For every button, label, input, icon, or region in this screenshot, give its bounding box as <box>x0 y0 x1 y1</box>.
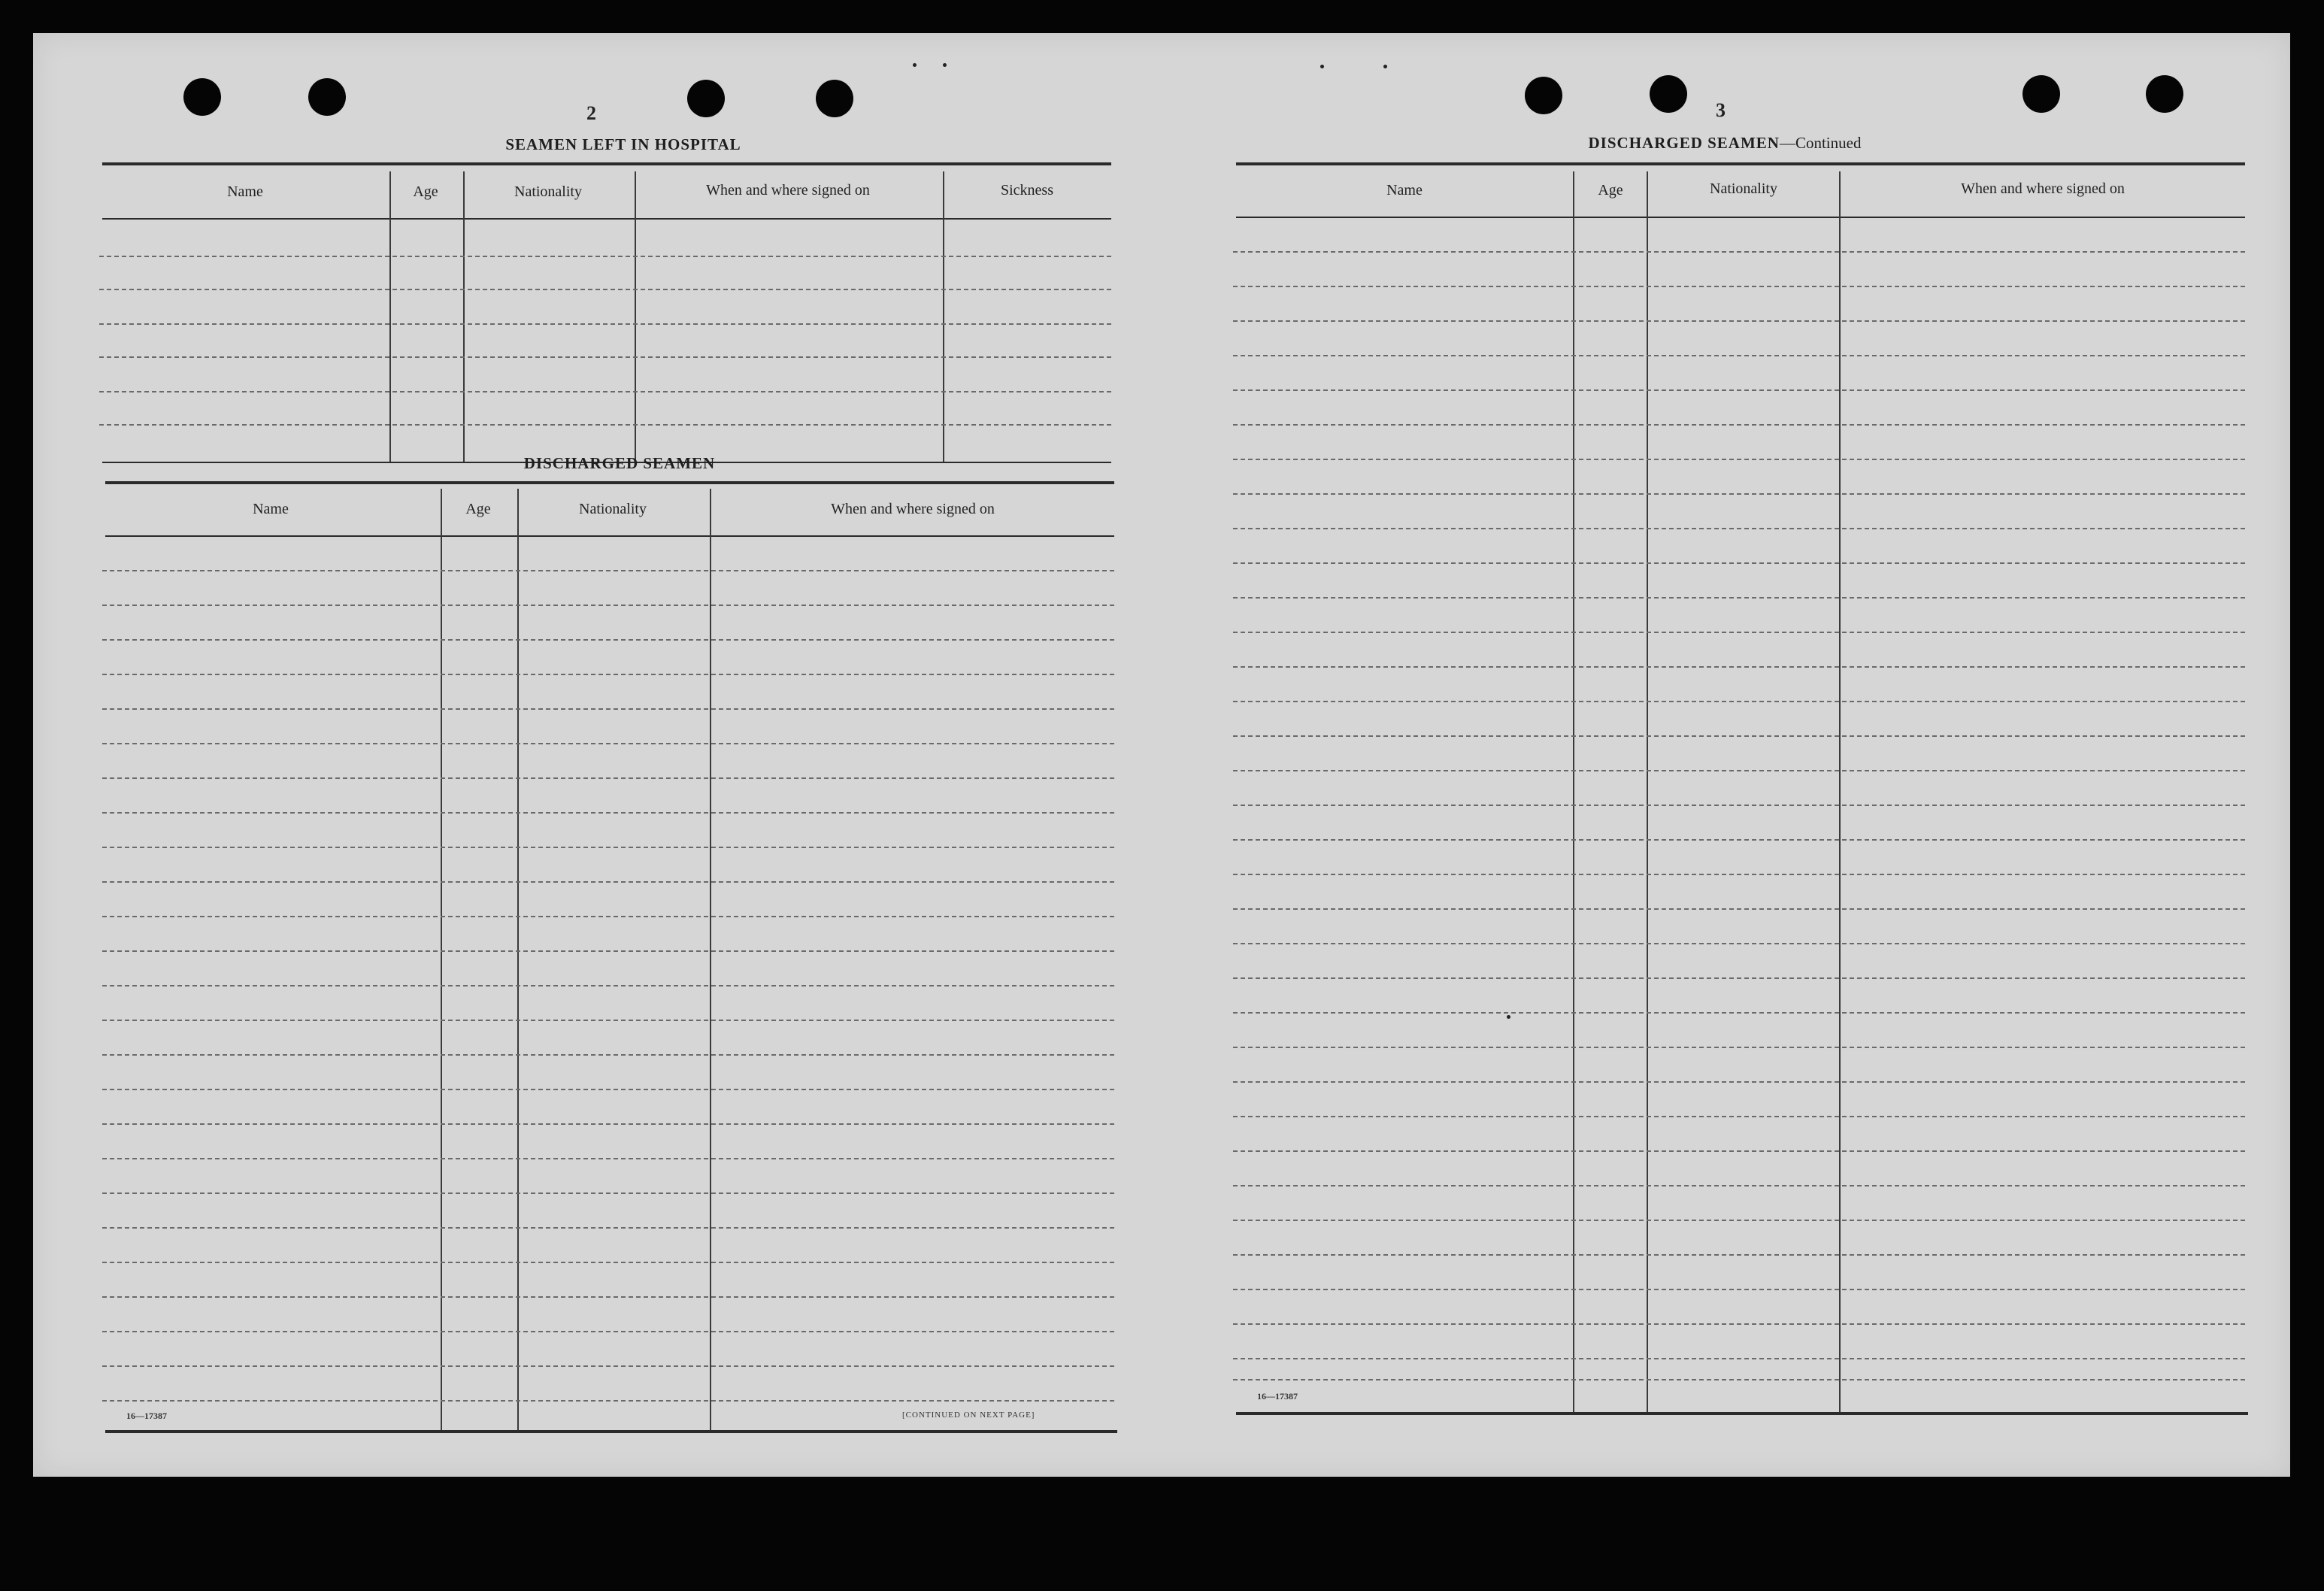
discharged-row-line <box>102 1331 1114 1332</box>
continued-col-divider <box>1647 171 1648 1415</box>
continued-row-line <box>1233 1254 2245 1256</box>
form-number-left: 16—17387 <box>126 1411 167 1421</box>
hospital-row-line <box>99 424 1111 426</box>
hospital-row-line <box>99 391 1111 392</box>
continued-row-line <box>1233 528 2245 529</box>
discharged-top-rule <box>105 481 1114 484</box>
ink-speck <box>1320 65 1324 68</box>
continued-row-line <box>1233 701 2245 702</box>
discharged-row-line <box>102 950 1114 952</box>
hospital-section-title: SEAMEN LEFT IN HOSPITAL <box>505 135 741 153</box>
ledger-sheet <box>33 33 2290 1477</box>
hospital-col-divider <box>389 171 391 462</box>
discharged-row-line <box>102 1020 1114 1021</box>
discharged-header-rule <box>105 535 1114 537</box>
discharged-row-line <box>102 916 1114 917</box>
discharged-continued-title-suffix: —Continued <box>1779 134 1862 152</box>
punch-hole <box>308 78 346 116</box>
discharged-col-divider <box>441 489 442 1433</box>
continued-row-line <box>1233 286 2245 287</box>
discharged-continued-title <box>1552 134 1898 153</box>
ink-speck <box>1383 65 1387 68</box>
continued-row-line <box>1233 1185 2245 1186</box>
discharged-row-line <box>102 639 1114 641</box>
continued-row-line <box>1233 424 2245 426</box>
discharged-row-line <box>102 708 1114 710</box>
hospital-row-line <box>99 256 1111 257</box>
continued-row-line <box>1233 770 2245 771</box>
discharged-row-line <box>102 605 1114 606</box>
hospital-row-line <box>99 356 1111 358</box>
discharged-row-line <box>102 1365 1114 1367</box>
punch-hole <box>2146 75 2183 113</box>
continued-row-line <box>1233 459 2245 460</box>
continued-row-line <box>1233 251 2245 253</box>
discharged-row-line <box>102 674 1114 675</box>
continued-col-age: Age <box>1598 182 1623 198</box>
page-number-right: 3 <box>1716 99 1726 121</box>
continued-col-divider <box>1573 171 1574 1415</box>
discharged-row-line <box>102 1400 1114 1402</box>
discharged-col-age: Age <box>465 501 491 517</box>
continued-row-line <box>1233 562 2245 564</box>
continued-row-line <box>1233 977 2245 979</box>
continued-row-line <box>1233 735 2245 737</box>
continued-row-line <box>1233 1323 2245 1325</box>
hospital-header-rule <box>102 218 1111 220</box>
continued-row-line <box>1233 597 2245 599</box>
discharged-continued-title-main: DISCHARGED SEAMEN <box>1588 134 1780 152</box>
continued-row-line <box>1233 1116 2245 1117</box>
punch-hole <box>2023 75 2060 113</box>
punch-hole <box>687 80 725 117</box>
continued-row-line <box>1233 943 2245 944</box>
discharged-row-line <box>102 812 1114 814</box>
discharged-row-line <box>102 1227 1114 1229</box>
continued-row-line <box>1233 355 2245 356</box>
discharged-section-title: DISCHARGED SEAMEN <box>523 454 716 472</box>
hospital-col-name: Name <box>227 183 263 200</box>
continued-row-line <box>1233 1358 2245 1359</box>
discharged-col-divider <box>710 489 711 1433</box>
continued-row-line <box>1233 666 2245 668</box>
continued-on-next-page-note: [CONTINUED ON NEXT PAGE] <box>902 1411 1035 1420</box>
discharged-col-divider <box>517 489 519 1433</box>
punch-hole <box>1525 77 1562 114</box>
discharged-row-line <box>102 1158 1114 1159</box>
hospital-col-nationality: Nationality <box>514 183 582 200</box>
continued-row-line <box>1233 805 2245 806</box>
hospital-col-divider <box>463 171 465 462</box>
continued-col-divider <box>1839 171 1841 1415</box>
continued-top-rule <box>1236 162 2245 165</box>
hospital-col-age: Age <box>413 183 438 200</box>
punch-hole <box>1650 75 1687 113</box>
continued-col-signed-on: When and where signed on <box>1961 180 2125 197</box>
hospital-row-line <box>99 289 1111 290</box>
hospital-col-divider <box>635 171 636 462</box>
discharged-row-line <box>102 1262 1114 1263</box>
ink-speck <box>913 63 917 67</box>
continued-row-line <box>1233 1012 2245 1014</box>
discharged-row-line <box>102 777 1114 779</box>
discharged-row-line <box>102 985 1114 986</box>
discharged-row-line <box>102 881 1114 883</box>
hospital-col-divider <box>943 171 944 462</box>
discharged-row-line <box>102 1296 1114 1298</box>
continued-row-line <box>1233 320 2245 322</box>
discharged-col-signed-on: When and where signed on <box>831 501 995 517</box>
continued-header-rule <box>1236 217 2245 218</box>
hospital-top-rule <box>102 162 1111 165</box>
page-number-left: 2 <box>586 102 596 124</box>
continued-row-line <box>1233 389 2245 391</box>
continued-row-line <box>1233 1289 2245 1290</box>
discharged-row-line <box>102 1054 1114 1056</box>
continued-row-line <box>1233 874 2245 875</box>
hospital-col-sickness: Sickness <box>1001 182 1053 198</box>
discharged-row-line <box>102 570 1114 571</box>
continued-row-line <box>1233 908 2245 910</box>
form-number-right: 16—17387 <box>1257 1391 1298 1402</box>
continued-row-line <box>1233 839 2245 841</box>
hospital-row-line <box>99 323 1111 325</box>
discharged-bottom-rule <box>105 1430 1117 1433</box>
discharged-col-nationality: Nationality <box>579 501 647 517</box>
ink-speck <box>943 63 947 67</box>
continued-row-line <box>1233 493 2245 495</box>
discharged-row-line <box>102 1192 1114 1194</box>
ink-speck <box>1507 1015 1510 1019</box>
punch-hole <box>183 78 221 116</box>
continued-row-line <box>1233 1379 2245 1380</box>
continued-row-line <box>1233 632 2245 633</box>
continued-col-nationality: Nationality <box>1710 180 1777 197</box>
discharged-col-name: Name <box>253 501 289 517</box>
continued-row-line <box>1233 1081 2245 1083</box>
continued-row-line <box>1233 1047 2245 1048</box>
continued-row-line <box>1233 1220 2245 1221</box>
continued-bottom-rule <box>1236 1412 2248 1415</box>
discharged-row-line <box>102 847 1114 848</box>
discharged-row-line <box>102 1089 1114 1090</box>
continued-col-name: Name <box>1386 182 1423 198</box>
discharged-row-line <box>102 743 1114 744</box>
discharged-row-line <box>102 1123 1114 1125</box>
hospital-col-signed-on: When and where signed on <box>706 182 870 198</box>
punch-hole <box>816 80 853 117</box>
continued-row-line <box>1233 1150 2245 1152</box>
